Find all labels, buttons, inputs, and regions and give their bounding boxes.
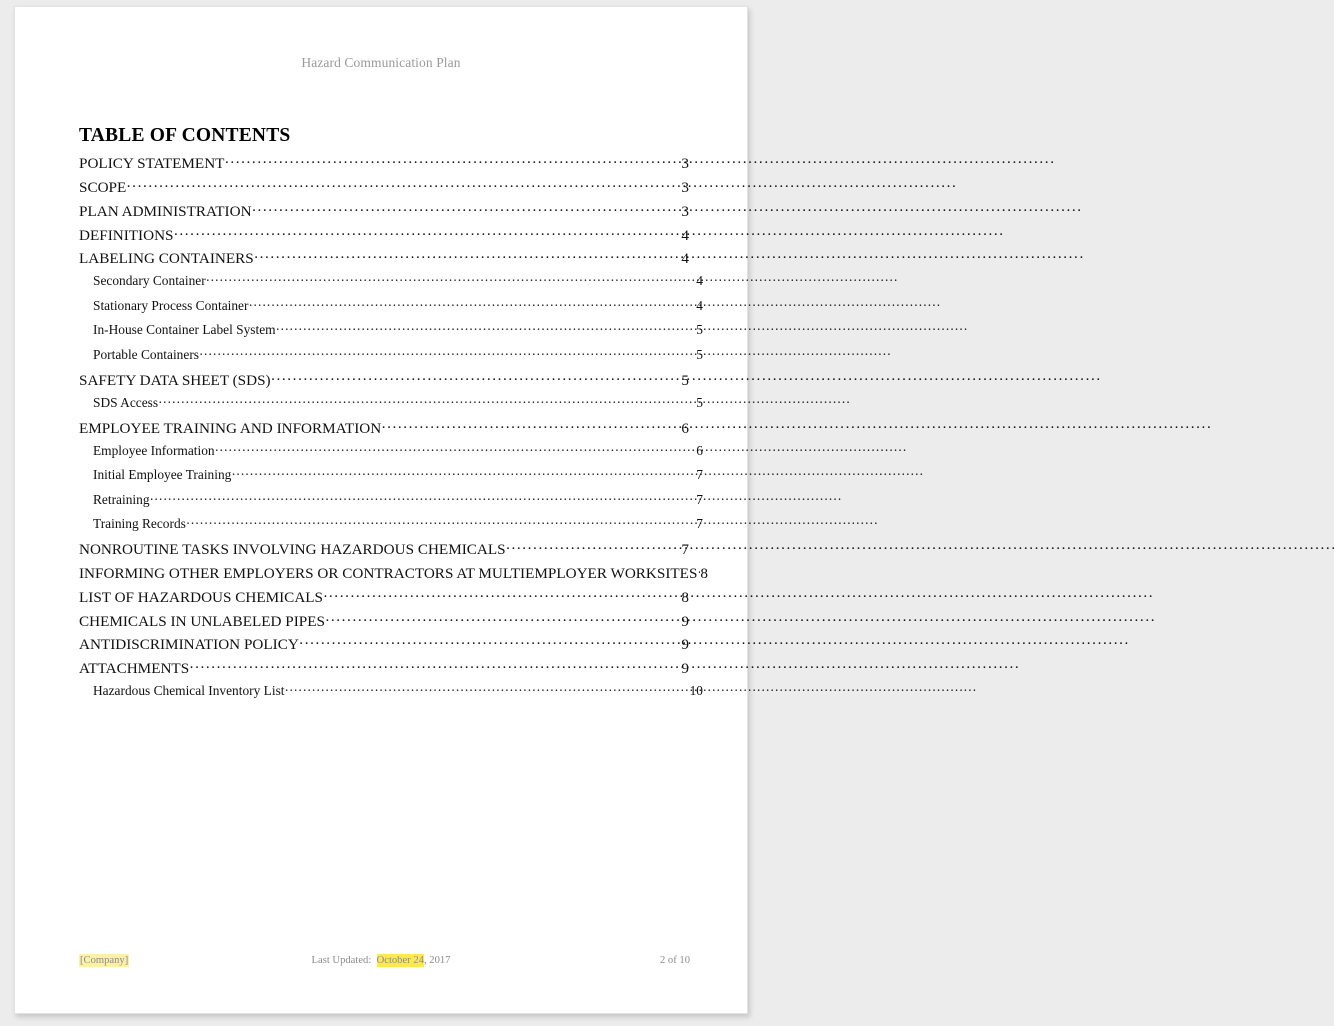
toc-entry[interactable] bbox=[79, 466, 703, 490]
toc-dot-leader bbox=[324, 587, 681, 602]
toc-entry-label: Retraining bbox=[93, 491, 150, 507]
toc-dot-leader bbox=[159, 393, 696, 406]
toc-entry[interactable] bbox=[79, 682, 703, 706]
toc-entry-page-number: 4 bbox=[696, 297, 703, 313]
toc-entry-page-number: 3 bbox=[681, 178, 689, 196]
toc-dot-leader bbox=[276, 321, 696, 334]
toc-entry-label: PLAN ADMINISTRATION bbox=[79, 202, 252, 220]
toc-entry-page-number: 3 bbox=[681, 202, 689, 220]
toc-entry-page-number: 9 bbox=[681, 612, 689, 630]
toc-entry-page-number: 6 bbox=[681, 419, 689, 437]
toc-entry-label: LIST OF HAZARDOUS CHEMICALS bbox=[79, 588, 324, 606]
toc-dot-leader bbox=[206, 272, 696, 285]
toc-entry-label: INFORMING OTHER EMPLOYERS OR CONTRACTORS AT MULTIEMPLOYER WORKSITES bbox=[79, 565, 698, 583]
toc-entry-label: ANTIDISCRIMINATION POLICY bbox=[79, 636, 299, 654]
toc-entry-page-number: 7 bbox=[696, 516, 703, 532]
toc-entry-label: Portable Containers bbox=[93, 346, 199, 362]
toc-entry-page-number: 7 bbox=[696, 467, 703, 483]
toc-entry-page-number: 4 bbox=[681, 226, 689, 244]
toc-entry-page-number: 5 bbox=[696, 346, 703, 362]
page-title: TABLE OF CONTENTS bbox=[79, 125, 291, 146]
toc-dot-leader bbox=[254, 248, 681, 263]
toc-entry-label: Secondary Container bbox=[93, 273, 206, 289]
toc-dot-leader bbox=[382, 418, 681, 433]
toc-entry-label: Hazardous Chemical Inventory List bbox=[93, 683, 285, 699]
toc-entry[interactable] bbox=[79, 321, 703, 345]
toc-dot-leader bbox=[225, 153, 681, 168]
toc-entry[interactable] bbox=[79, 490, 703, 514]
toc-entry-page-number: 9 bbox=[681, 660, 689, 678]
toc-dot-leader bbox=[215, 442, 696, 455]
toc-dot-leader bbox=[249, 296, 696, 309]
toc-dot-leader bbox=[271, 370, 681, 385]
toc-entry[interactable] bbox=[79, 442, 703, 466]
toc-entry-label: Training Records bbox=[93, 516, 186, 532]
toc-entry-label: SCOPE bbox=[79, 178, 127, 196]
last-updated-year: , 2017 bbox=[423, 955, 451, 966]
toc-entry-page-number: 3 bbox=[681, 155, 689, 173]
toc-entry-label: LABELING CONTAINERS bbox=[79, 250, 254, 268]
toc-dot-leader bbox=[506, 539, 681, 554]
footer-last-updated bbox=[15, 955, 747, 966]
toc-entry-page-number: 6 bbox=[696, 442, 703, 458]
toc-entry-label: Stationary Process Container bbox=[93, 297, 249, 313]
toc-entry-label: SAFETY DATA SHEET (SDS) bbox=[79, 371, 271, 389]
document-page bbox=[14, 6, 748, 1014]
toc-entry-page-number: 9 bbox=[681, 636, 689, 654]
toc-dot-leader bbox=[174, 224, 681, 239]
toc-entry-page-number: 7 bbox=[681, 541, 689, 559]
toc-entry-label: NONROUTINE TASKS INVOLVING HAZARDOUS CHEMICALS bbox=[79, 541, 506, 559]
toc-entry-page-number: 8 bbox=[700, 565, 708, 583]
footer-page-indicator: 2 of 10 bbox=[659, 955, 690, 966]
toc-entry[interactable] bbox=[79, 272, 703, 296]
toc-entry-label: CHEMICALS IN UNLABELED PIPES bbox=[79, 612, 325, 630]
toc-entry-page-number: 5 bbox=[681, 371, 689, 389]
toc-dot-leader bbox=[299, 634, 681, 649]
toc-dot-leader bbox=[150, 490, 696, 503]
toc-dot-leader bbox=[252, 201, 681, 216]
toc-entry-page-number: 5 bbox=[696, 322, 703, 338]
last-updated-date-highlight: October 24 bbox=[376, 955, 424, 966]
toc-entry-label: In-House Container Label System bbox=[93, 322, 276, 338]
toc-dot-leader bbox=[200, 345, 696, 358]
toc-entry-label: EMPLOYEE TRAINING AND INFORMATION bbox=[79, 419, 382, 437]
toc-entry[interactable] bbox=[79, 296, 703, 320]
toc-entry[interactable] bbox=[79, 539, 689, 563]
toc-dot-leader bbox=[127, 177, 681, 192]
toc-dot-leader bbox=[698, 563, 700, 578]
toc-entry-label: Initial Employee Training bbox=[93, 467, 232, 483]
toc-entry-page-number: 4 bbox=[681, 250, 689, 268]
table-of-contents bbox=[79, 153, 708, 706]
toc-dot-leader bbox=[325, 610, 680, 625]
last-updated-label: Last Updated: bbox=[311, 955, 372, 966]
toc-entry-page-number: 4 bbox=[696, 273, 703, 289]
toc-entry-page-number: 8 bbox=[681, 588, 689, 606]
toc-entry-page-number: 7 bbox=[696, 491, 703, 507]
company-placeholder-highlight: [Company] bbox=[80, 955, 129, 966]
toc-dot-leader bbox=[186, 515, 695, 528]
toc-dot-leader bbox=[190, 658, 681, 673]
toc-entry-label: ATTACHMENTS bbox=[79, 660, 190, 678]
toc-dot-leader bbox=[285, 682, 689, 695]
toc-entry-label: DEFINITIONS bbox=[79, 226, 174, 244]
toc-entry-label: POLICY STATEMENT bbox=[79, 155, 225, 173]
toc-entry-page-number: 5 bbox=[696, 394, 703, 410]
toc-entry-label: Employee Information bbox=[93, 442, 215, 458]
toc-dot-leader bbox=[232, 466, 696, 479]
toc-entry-label: SDS Access bbox=[93, 394, 159, 410]
document-header-title: Hazard Communication Plan bbox=[301, 55, 461, 70]
toc-entry-page-number: 10 bbox=[689, 683, 703, 699]
page-footer bbox=[15, 955, 747, 971]
